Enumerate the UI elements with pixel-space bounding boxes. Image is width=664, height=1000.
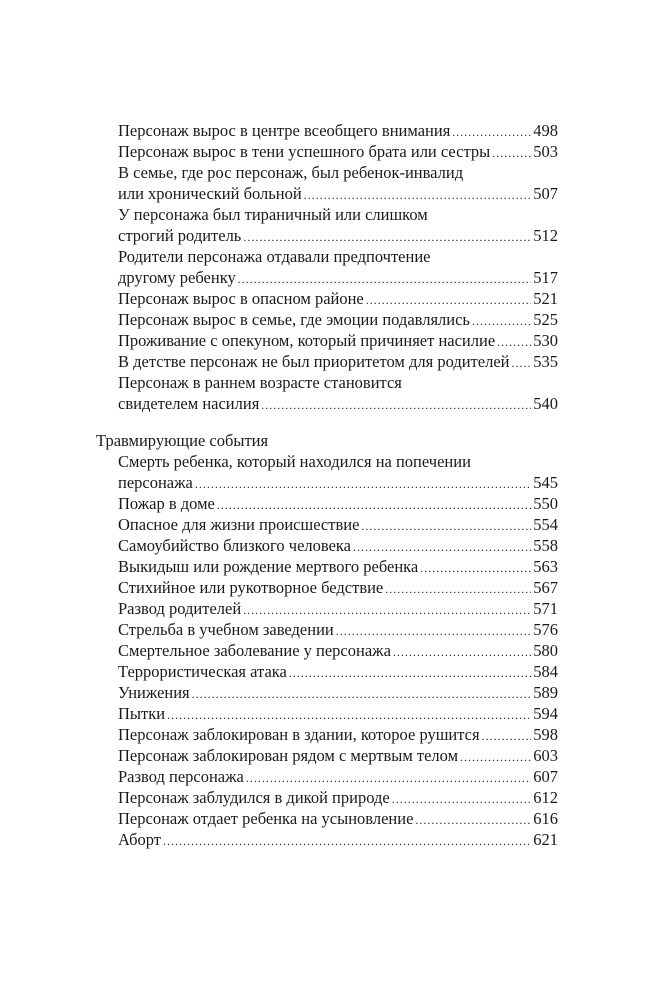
toc-entry-title: Смертельное заболевание у персонажа	[118, 641, 391, 660]
toc-entry-title: свидетелем насилия	[118, 394, 260, 413]
toc-entry-title: Проживание с опекуном, который причиняет насилие	[118, 331, 496, 350]
toc-entry-title-line: Родители персонажа отдавали предпочтение	[118, 247, 431, 266]
toc-entry-title: или хронический больной	[118, 184, 302, 203]
toc-entry-row	[118, 766, 558, 787]
toc-page-number: 567	[533, 578, 558, 597]
dot-leader	[192, 684, 532, 705]
toc-section-childhood	[118, 120, 558, 414]
toc-entry	[118, 372, 558, 414]
toc-entry	[118, 351, 558, 372]
dot-leader	[492, 143, 531, 164]
toc-entry	[118, 661, 558, 682]
toc-page-number: 554	[533, 515, 558, 534]
toc-entry-title: Аборт	[118, 830, 161, 849]
toc-page-number: 607	[533, 767, 558, 786]
toc-entry-row	[118, 225, 558, 246]
toc-entry-row	[118, 724, 558, 745]
toc-entry-title-line: Смерть ребенка, который находился на попечении	[118, 452, 471, 471]
toc-entry-row	[118, 267, 558, 288]
toc-entry	[118, 745, 558, 766]
dot-leader	[366, 290, 531, 311]
toc-page-number: 603	[533, 746, 558, 765]
dot-leader	[361, 516, 531, 537]
dot-leader	[289, 663, 531, 684]
toc-entry-title: Террористическая атака	[118, 662, 287, 681]
toc-entry-row	[118, 288, 558, 309]
dot-leader	[392, 789, 532, 810]
toc-page-number: 571	[533, 599, 558, 618]
toc-entry	[118, 141, 558, 162]
toc-entry-title: Пытки	[118, 704, 166, 723]
toc-entry	[118, 330, 558, 351]
toc-entry-row	[118, 745, 558, 766]
dot-leader	[415, 810, 531, 831]
dot-leader	[512, 353, 532, 374]
toc-entry	[118, 204, 558, 246]
dot-leader	[353, 537, 531, 558]
toc-entry-title: Опасное для жизни происшествие	[118, 515, 360, 534]
dot-leader	[336, 621, 532, 642]
toc-page-number: 612	[533, 788, 558, 807]
toc-entry	[118, 808, 558, 829]
toc-page-number: 616	[533, 809, 558, 828]
toc-entry-row	[118, 787, 558, 808]
toc-entry-title: Персонаж заблудился в дикой природе	[118, 788, 390, 807]
toc-entry-row	[118, 640, 558, 661]
dot-leader	[243, 600, 531, 621]
toc-page-number: 530	[533, 331, 558, 350]
toc-entry-title: Персонаж вырос в семье, где эмоции подавлялись	[118, 310, 470, 329]
toc-page-number: 580	[533, 641, 558, 660]
toc-entry-row	[118, 472, 558, 493]
toc-entry-title: Развод персонажа	[118, 767, 244, 786]
toc-entries	[118, 120, 558, 414]
toc-page-number: 550	[533, 494, 558, 513]
toc-entry	[118, 493, 558, 514]
toc-page-number: 521	[533, 289, 558, 308]
toc-entry-row	[118, 514, 558, 535]
toc-entry-title: Персонаж отдает ребенка на усыновление	[118, 809, 414, 828]
toc-entry-title: Персонаж вырос в опасном районе	[118, 289, 364, 308]
toc-entry	[118, 787, 558, 808]
toc-entry	[118, 577, 558, 598]
toc-entry-title-line: В семье, где рос персонаж, был ребенок-инвалид	[118, 163, 464, 182]
toc-entry	[118, 451, 558, 493]
toc-entry-title: Самоубийство близкого человека	[118, 536, 352, 555]
toc-entry-title: В детстве персонаж не был приоритетом для родителей	[118, 352, 510, 371]
dot-leader	[217, 495, 531, 516]
toc-entry-row	[118, 556, 558, 577]
toc-entry-title: Персонаж вырос в центре всеобщего внимания	[118, 121, 451, 140]
toc-entry-row	[118, 703, 558, 724]
toc-entry-title: Персонаж заблокирован в здании, которое рушится	[118, 725, 480, 744]
toc-page-number: 535	[533, 352, 558, 371]
toc-entry-row	[118, 393, 558, 414]
toc-entry-title: другому ребенку	[118, 268, 236, 287]
toc-entry-title: Развод родителей	[118, 599, 242, 618]
toc-entry	[118, 288, 558, 309]
toc-entry	[118, 640, 558, 661]
toc-entry-title: персонажа	[118, 473, 193, 492]
toc-entry-row	[118, 309, 558, 330]
toc-entry-row	[118, 535, 558, 556]
toc-page-number: 563	[533, 557, 558, 576]
toc-entry	[118, 766, 558, 787]
toc-entry-row	[118, 661, 558, 682]
toc-page-number: 594	[533, 704, 558, 723]
toc-entry	[118, 556, 558, 577]
toc-entry-row	[118, 808, 558, 829]
toc-page-number: 525	[533, 310, 558, 329]
dot-leader	[393, 642, 531, 663]
toc-section-traumatic-events	[96, 430, 558, 850]
toc-entry	[118, 703, 558, 724]
dot-leader	[238, 269, 532, 290]
toc-page-number: 507	[533, 184, 558, 203]
section-title: Травмирующие события	[96, 431, 269, 450]
toc-page-number: 517	[533, 268, 558, 287]
toc-entry-title: Персонаж заблокирован рядом с мертвым телом	[118, 746, 459, 765]
dot-leader	[452, 122, 531, 143]
toc-entry-title: Выкидыш или рождение мертвого ребенка	[118, 557, 419, 576]
toc-entry	[118, 120, 558, 141]
toc-entry	[118, 724, 558, 745]
toc-page-number: 540	[533, 394, 558, 413]
toc-entry	[118, 309, 558, 330]
toc-page-number: 584	[533, 662, 558, 681]
toc-entry	[118, 598, 558, 619]
toc-entry	[118, 829, 558, 850]
toc-entry-title-line: Персонаж в раннем возрасте становится	[118, 373, 402, 392]
toc-entry-row	[118, 682, 558, 703]
toc-page-number: 512	[533, 226, 558, 245]
toc-entry-row	[118, 493, 558, 514]
toc-page-number: 598	[533, 725, 558, 744]
toc-entry-row	[118, 183, 558, 204]
dot-leader	[460, 747, 531, 768]
dot-leader	[482, 726, 532, 747]
dot-leader	[195, 474, 531, 495]
toc-entry	[118, 535, 558, 556]
toc-page-number: 576	[533, 620, 558, 639]
toc-entry	[118, 162, 558, 204]
dot-leader	[385, 579, 531, 600]
toc-page-number: 545	[533, 473, 558, 492]
toc-entry-row	[118, 141, 558, 162]
toc-page-number: 503	[533, 142, 558, 161]
dot-leader	[246, 768, 531, 789]
toc-entry	[118, 514, 558, 535]
toc-entry-title: Унижения	[118, 683, 190, 702]
dot-leader	[261, 395, 531, 416]
toc-entries	[118, 451, 558, 850]
toc-page-number: 498	[533, 121, 558, 140]
toc-page-number: 589	[533, 683, 558, 702]
toc-entry-title: Стрельба в учебном заведении	[118, 620, 334, 639]
dot-leader	[420, 558, 531, 579]
toc-page-number: 558	[533, 536, 558, 555]
toc-page-number: 621	[533, 830, 558, 849]
toc-entry-row	[118, 120, 558, 141]
toc-entry-row	[118, 598, 558, 619]
toc-entry-row	[118, 330, 558, 351]
dot-leader	[243, 227, 531, 248]
dot-leader	[472, 311, 531, 332]
dot-leader	[163, 831, 531, 852]
toc-entry-title-line: У персонажа был тираничный или слишком	[118, 205, 428, 224]
toc-entry	[118, 246, 558, 288]
dot-leader	[497, 332, 531, 353]
toc-entry-title: Стихийное или рукотворное бедствие	[118, 578, 384, 597]
toc-entry-title: Персонаж вырос в тени успешного брата или сестры	[118, 142, 491, 161]
toc-entry-title: Пожар в доме	[118, 494, 215, 513]
toc-entry	[118, 682, 558, 703]
dot-leader	[304, 185, 532, 206]
toc-entry	[118, 619, 558, 640]
toc-entry-row	[118, 351, 558, 372]
toc-entry-row	[118, 829, 558, 850]
toc-entry-title: строгий родитель	[118, 226, 242, 245]
dot-leader	[167, 705, 531, 726]
toc-entry-row	[118, 619, 558, 640]
toc-entry-row	[118, 577, 558, 598]
